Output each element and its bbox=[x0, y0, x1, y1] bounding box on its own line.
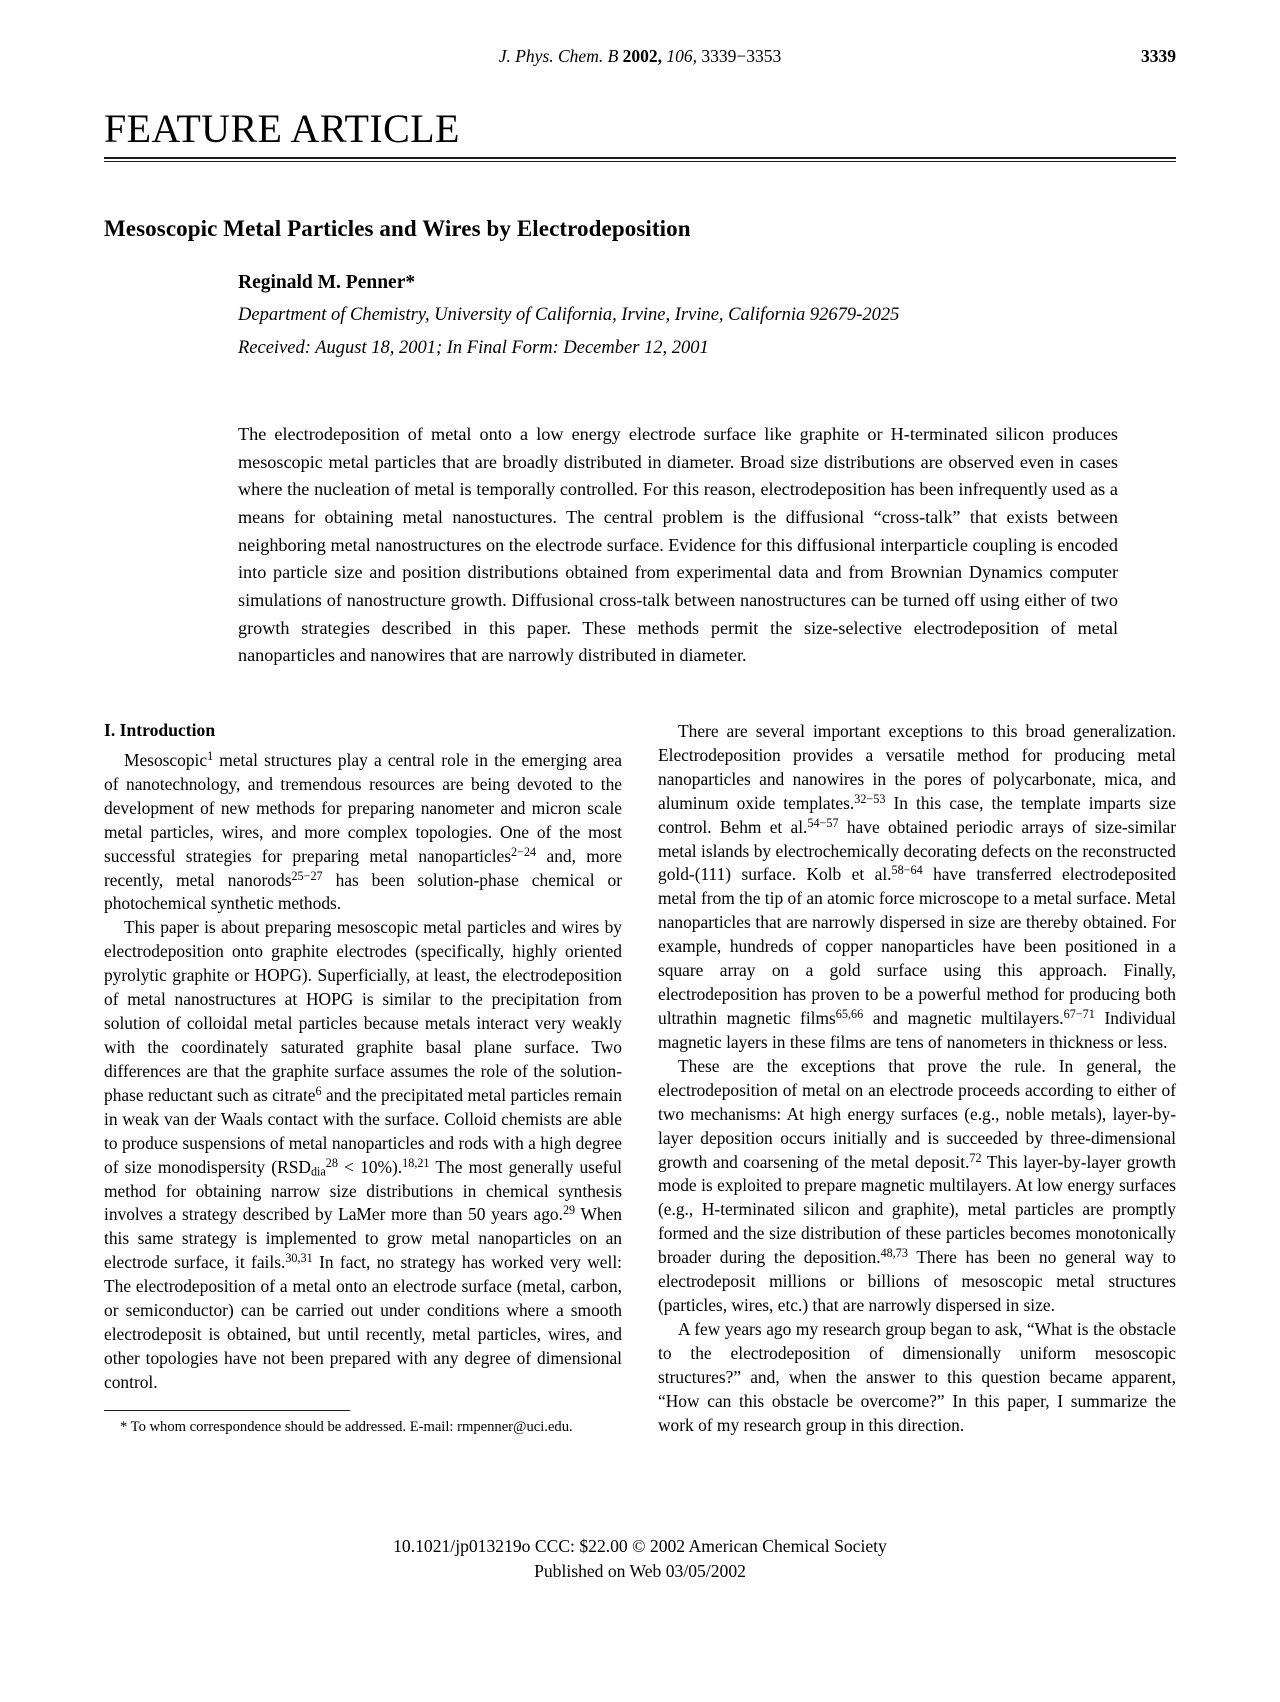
reference-marker: 67−71 bbox=[1063, 1007, 1095, 1022]
text-run: There are several important exceptions to this broad generalization. Electrodeposition provides a versatile method for producing metal nanoparticles and nanowires in the pores of polycarbonate, mica, and aluminum oxide templates. bbox=[658, 720, 1176, 813]
footnote-area bbox=[104, 1410, 622, 1437]
reference-marker: 72 bbox=[969, 1150, 982, 1165]
text-run: and magnetic multilayers. bbox=[863, 1007, 1064, 1028]
text-run: have transferred electrodeposited metal from the tip of an atomic force microscope to a metal surface. Metal nanoparticles that are narrowly dispersed in size are thereby obtained. For example, hundreds of copper nanoparticles have been positioned in a square array on a gold surface using this approach. Finally, electrodeposition has proven to be a powerful method for producing both ultrathin magnetic films bbox=[658, 864, 1176, 1028]
reference-marker: 65,66 bbox=[835, 1007, 864, 1022]
text-run: Mesoscopic bbox=[124, 749, 208, 770]
author-name: Reginald M. Penner* bbox=[238, 272, 416, 293]
publication-date-line: Published on Web 03/05/2002 bbox=[534, 1561, 746, 1582]
text-run: < 10%). bbox=[337, 1156, 403, 1177]
text-run: and the precipitated metal particles remain in weak van der Waals contact with the surface. Colloid chemists are able to produce suspensions of metal nanoparticles and rods with a high degree of size monodispersity (RSD bbox=[104, 1084, 622, 1177]
journal-page bbox=[0, 46, 1280, 1702]
text-run: Individual magnetic layers in these films are tens of nanometers in thickness or less. bbox=[658, 1007, 1176, 1052]
author-affiliation: Department of Chemistry, University of California, Irvine, Irvine, California 92679-2025 bbox=[238, 305, 900, 325]
text-run: has been solution-phase chemical or photochemical synthetic methods. bbox=[104, 869, 622, 914]
article-title: Mesoscopic Metal Particles and Wires by Electrodeposition bbox=[104, 216, 691, 241]
text-run: These are the exceptions that prove the rule. In general, the electrodeposition of metal on an electrode proceeds according to either of two mechanisms: At high energy surfaces (e.g., noble metals), layer-by-layer deposition occurs initially and is succeeded by three-dimensional growth and coarsening of the metal deposit. bbox=[658, 1055, 1176, 1172]
text-run: This layer-by-layer growth mode is exploited to prepare magnetic multilayers. At low energy surfaces (e.g., H-terminated silicon and graphite), metal particles are promptly formed and the size distribution of these particles becomes monotonically broader during the deposition. bbox=[658, 1151, 1176, 1268]
left-column bbox=[104, 720, 622, 1438]
text-run: In this case, the template imparts size control. Behm et al. bbox=[658, 792, 1177, 837]
reference-marker: 6 bbox=[315, 1083, 322, 1098]
reference-marker: 18,21 bbox=[402, 1155, 430, 1170]
reference-marker: 1 bbox=[207, 749, 214, 764]
abstract: The electrodeposition of metal onto a low energy electrode surface like graphite or H-terminated silicon produces mesoscopic metal particles that are broadly distributed in diameter. Broad size distributions are observed even in cases where the nucleation of metal is temporally controlled. For this reason, electrodeposition has been infrequently used as a means for obtaining metal nanostuctures. The central problem is the diffusional “cross-talk” that exists between neighboring metal nanostructures on the electrode surface. Evidence for this diffusional interparticle coupling is encoded into particle size and position distributions obtained from experimental data and from Brownian Dynamics computer simulations of nanostructure growth. Diffusional cross-talk between nanostructures can be turned off using either of two growth strategies described in this paper. These methods permit the size-selective electrodeposition of metal nanoparticles and nanowires that are narrowly distributed in diameter. bbox=[238, 424, 1118, 666]
subscript: dia bbox=[310, 1164, 326, 1179]
text-run: have obtained periodic arrays of size-similar metal islands by electrochemically decorating defects on the reconstructed gold-(111) surface. Kolb et al. bbox=[658, 816, 1177, 885]
journal-year: 2002, bbox=[622, 46, 663, 66]
text-run: There has been no general way to electrodeposit millions or billions of mesoscopic metal structures (particles, wires, etc.) that are narrowly dispersed in size. bbox=[658, 1247, 1176, 1316]
text-run: metal structures play a central role in the emerging area of nanotechnology, and tremendous resources are being devoted to the development of new methods for preparing nanometer and micron scale metal particles, wires, and more complex topologies. One of the most successful strategies for preparing metal nanoparticles bbox=[104, 749, 622, 866]
received-dates: Received: August 18, 2001; In Final Form: December 12, 2001 bbox=[238, 338, 709, 358]
footnote-divider bbox=[104, 1410, 350, 1411]
journal-volume: 106, bbox=[666, 46, 698, 66]
right-column bbox=[658, 720, 1176, 1438]
reference-marker: 25−27 bbox=[291, 868, 323, 883]
paragraph bbox=[658, 1055, 1176, 1318]
feature-article-banner: FEATURE ARTICLE bbox=[104, 106, 460, 151]
paragraph bbox=[104, 916, 622, 1394]
reference-marker: 29 bbox=[562, 1203, 576, 1218]
doi-copyright-line: 10.1021/jp013219o CCC: $22.00 © 2002 American Chemical Society bbox=[393, 1536, 887, 1557]
reference-marker: 48,73 bbox=[880, 1246, 908, 1261]
page-number: 3339 bbox=[1141, 46, 1176, 66]
text-run: In fact, no strategy has worked very well: The electrodeposition of a metal onto an electrode surface (metal, carbon, or semiconductor) can be carried out under conditions where a smooth electrodeposit is obtained, but until recently, metal particles, wires, and other topologies have not been prepared with any degree of dimensional control. bbox=[104, 1252, 623, 1392]
author-block bbox=[104, 272, 1176, 359]
reference-marker: 30,31 bbox=[285, 1251, 313, 1266]
paragraph: A few years ago my research group began to ask, “What is the obstacle to the electrodeposition of dimensionally uniform mesoscopic structures?” and, when the answer to this question became apparent, “How can this obstacle be overcome?” In this paper, I summarize the work of my research group in this direction. bbox=[658, 1318, 1176, 1435]
body-columns bbox=[104, 720, 1176, 1438]
text-run: and, more recently, metal nanorods bbox=[104, 845, 622, 890]
paragraph bbox=[104, 749, 622, 916]
text-run: The most generally useful method for obtaining narrow size distributions in chemical synthesis involves a strategy described by LaMer more than 50 years ago. bbox=[104, 1156, 622, 1225]
text-run: When this same strategy is implemented to grow metal nanoparticles on an electrode surface, it fails. bbox=[104, 1204, 622, 1273]
reference-marker: 32−53 bbox=[854, 791, 886, 806]
paragraph bbox=[658, 720, 1176, 1055]
journal-citation bbox=[104, 46, 1176, 67]
banner-divider bbox=[104, 157, 1176, 162]
journal-name: J. Phys. Chem. B bbox=[498, 46, 619, 66]
reference-marker: 28 bbox=[325, 1155, 338, 1170]
correspondence-footnote: * To whom correspondence should be addressed. E-mail: rmpenner@uci.edu. bbox=[120, 1419, 573, 1436]
page-footer bbox=[104, 1534, 1176, 1584]
section-heading-introduction: I. Introduction bbox=[104, 719, 216, 740]
text-run: This paper is about preparing mesoscopic metal particles and wires by electrodeposition onto graphite electrodes (specifically, highly oriented pyrolytic graphite or HOPG). Superficially, at least, the electrodeposition of metal nanostructures at HOPG is similar to the precipitation from solution of colloidal metal particles because metals interact very weakly with the coordinately saturated graphite basal plane surface. Two differences are that the graphite surface assumes the role of the solution-phase reductant such as citrate bbox=[104, 917, 622, 1105]
reference-marker: 58−64 bbox=[891, 863, 923, 878]
journal-pages: 3339−3353 bbox=[701, 46, 782, 66]
reference-marker: 2−24 bbox=[511, 844, 537, 859]
running-head bbox=[104, 46, 1176, 86]
reference-marker: 54−57 bbox=[807, 815, 839, 830]
